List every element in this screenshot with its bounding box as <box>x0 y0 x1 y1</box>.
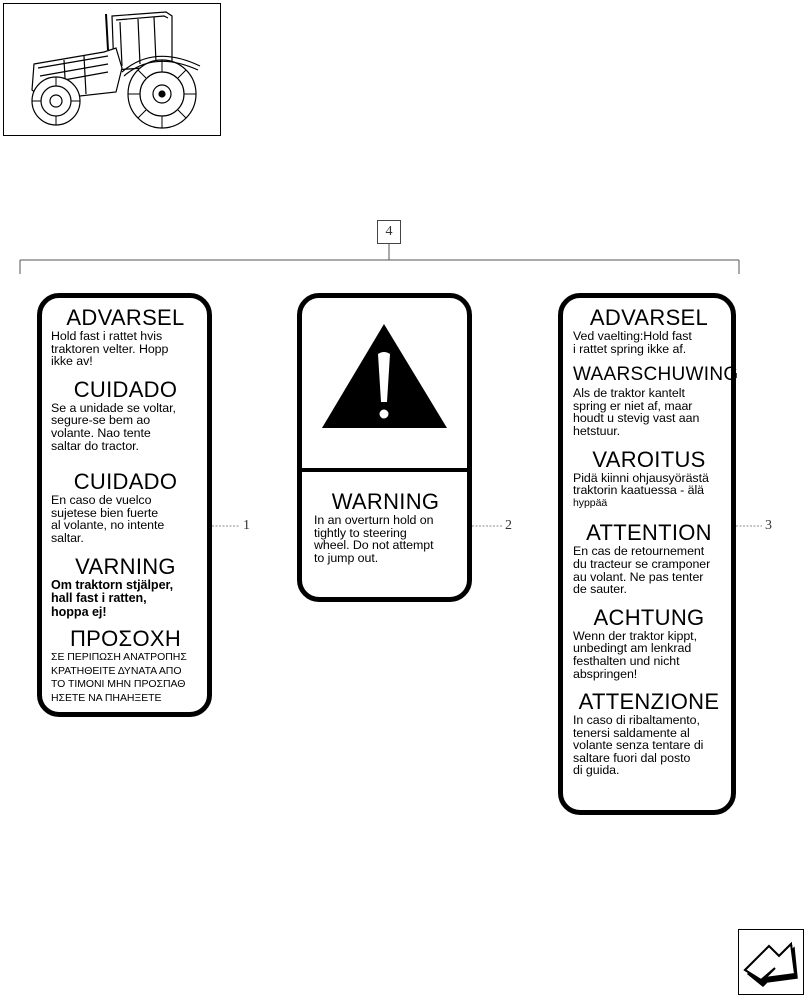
label-1-text: ikke av! <box>51 354 93 369</box>
label-1-text: Hold fast i rattet hvis <box>51 329 163 343</box>
label-3-heading: ACHTUNG <box>593 604 705 630</box>
label-1-text: segure-se bem ao <box>51 413 151 428</box>
label-1-text: hoppa ej! <box>51 604 107 619</box>
label-1-text: ΗΣΕΤΕ ΝΑ ΠΗΑΗΞΕΤΕ <box>51 691 162 704</box>
label-3-text: volante senza tentare di <box>573 738 704 753</box>
label-1-text: Om traktorn stjälper, <box>51 577 174 592</box>
label-3-text: unbedingt am lenkrad <box>573 641 692 656</box>
label-1-text: hall fast i ratten, <box>51 591 147 606</box>
label-3-text: saltare fuori dal posto <box>573 750 691 765</box>
label-3-text: abspringen! <box>573 666 638 681</box>
label-2-text: to jump out. <box>314 550 379 565</box>
reference-number-1: 1 <box>243 518 250 533</box>
label-2-text: In an overturn hold on <box>314 513 434 527</box>
label-3-text: hetstuur. <box>573 423 621 438</box>
label-3-text: Pidä kiinni ohjausyörästä <box>573 470 709 485</box>
label-1-text: saltar do tractor. <box>51 438 139 453</box>
label-3-text: di guida. <box>573 763 620 778</box>
label-3-text: de sauter. <box>573 582 627 597</box>
label-1-text: sujetese bien fuerte <box>51 505 159 520</box>
label-3-heading: ADVARSEL <box>589 305 709 330</box>
label-3-heading: ATTENTION <box>586 520 712 546</box>
label-1-text: ΣΕ ΠΕΡΙΠΩΣΗ ΑΝΑΤΡΟΠΗΣ <box>51 651 187 664</box>
next-page-button[interactable] <box>738 929 804 995</box>
label-1-text: volante. Nao tente <box>51 425 151 440</box>
label-1-text: ΤΟ ΤΙΜΟΝΙ ΜΗΝ ΠΡΟΣΠΑΘ <box>51 678 186 691</box>
label-1-text: ΚΡΑΤΗΘΕΙΤΕ ΔΥΝΑΤΑ ΑΠΟ <box>51 664 182 677</box>
label-3-text: En cas de retournement <box>573 544 705 559</box>
label-3-text: festhalten und nicht <box>573 653 680 668</box>
label-1-text: Se a unidade se voltar, <box>51 400 176 415</box>
label-1-heading: VARNING <box>75 553 176 579</box>
label-1-heading: ADVARSEL <box>66 305 185 330</box>
label-3-text: i rattet spring ikke af. <box>573 341 687 356</box>
label-3-heading: VAROITUS <box>592 446 706 472</box>
label-2-heading: WARNING <box>331 489 440 514</box>
label-3-text: spring er niet af, maar <box>573 398 693 413</box>
label-3-heading: WAARSCHUWING <box>573 364 739 386</box>
label-1-heading: ΠΡΟΣΟΧΗ <box>69 626 182 652</box>
label-3-text: Ved vaelting:Hold fast <box>573 329 692 343</box>
label-1-text: traktoren velter. Hopp <box>51 341 169 356</box>
label-1-text: En caso de vuelco <box>51 493 152 508</box>
reference-number-2: 2 <box>505 518 512 533</box>
label-3-text: Wenn der traktor kippt, <box>573 628 697 643</box>
next-page-arrow-icon <box>739 930 802 993</box>
label-1-text: al volante, no intente <box>51 518 165 533</box>
label-1-heading: CUIDADO <box>73 376 178 402</box>
label-1-text: saltar. <box>51 530 84 545</box>
label-2-text: wheel. Do not attempt <box>314 538 434 553</box>
label-2-text: tightly to steering <box>314 525 407 540</box>
label-3-heading: ATTENZIONE <box>578 689 720 715</box>
label-3-text: hyppää <box>573 496 608 509</box>
label-3-text: traktorin kaatuessa - älä <box>573 483 704 498</box>
callout-number: 4 <box>377 220 401 244</box>
label-3-text: au volant. Ne pas tenter <box>573 569 704 584</box>
label-3-text: du tracteur se cramponer <box>573 556 711 571</box>
reference-number-3: 3 <box>765 518 772 533</box>
label-3-text: Als de traktor kantelt <box>573 386 685 401</box>
label-3-text: tenersi saldamente al <box>573 725 690 740</box>
label-3-text: houdt u stevig vast aan <box>573 411 700 426</box>
label-1-heading: CUIDADO <box>73 469 178 495</box>
label-3-text: In caso di ribaltamento, <box>573 713 700 728</box>
